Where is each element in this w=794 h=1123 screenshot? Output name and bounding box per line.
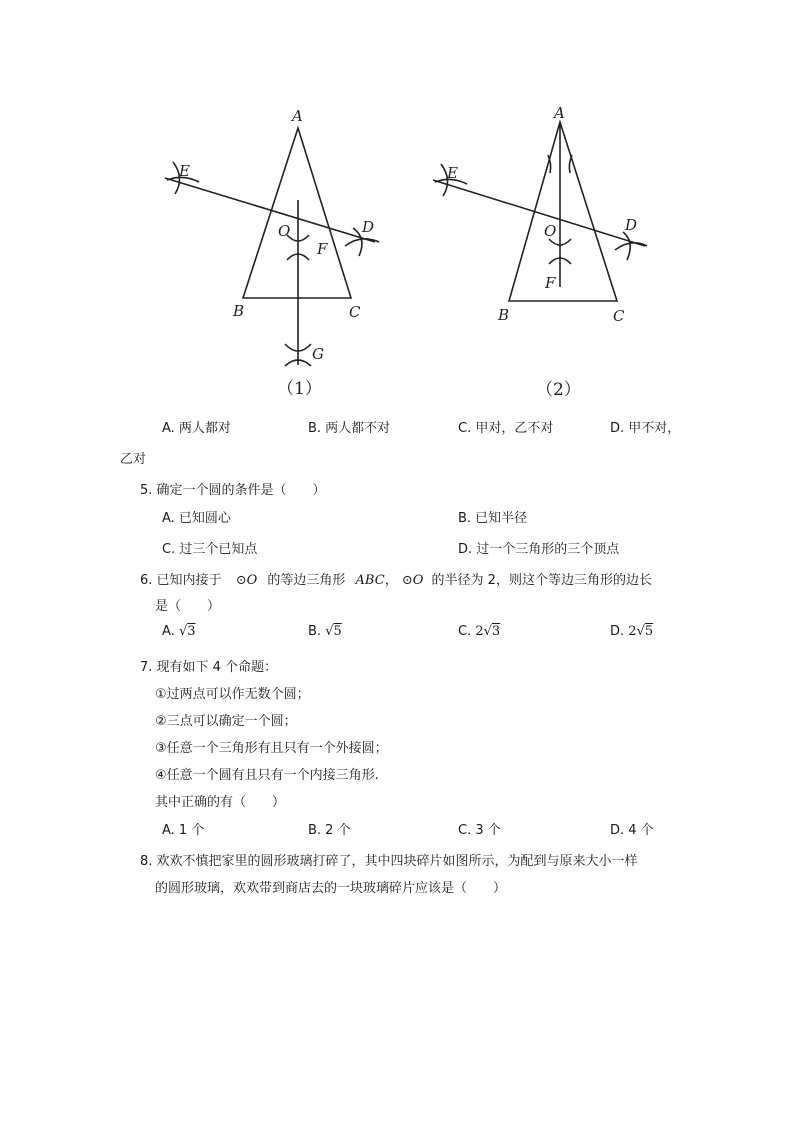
q4-option-a: A. 两人都对: [162, 421, 231, 436]
fig1-label-g: G: [312, 345, 324, 363]
q5-option-d: D. 过一个三角形的三个顶点: [458, 542, 620, 557]
q6-stem-mid2: ，: [384, 573, 398, 588]
fig2-label-e: E: [447, 164, 458, 182]
q7-question: 其中正确的有（ ）: [155, 795, 286, 810]
fig1-label-e: E: [179, 162, 190, 180]
fig2-caption: （2）: [536, 380, 581, 400]
q6-circle-o-1: ⊙O: [235, 573, 258, 588]
q6-option-a-prefix: A.: [162, 624, 179, 639]
q7-item-2: ②三点可以确定一个圆；: [155, 714, 297, 729]
fig1-label-c: C: [349, 303, 361, 321]
fig1-label-b: B: [233, 302, 245, 320]
sqrt-icon: √: [178, 624, 188, 639]
fig1-caption: （1）: [277, 379, 322, 399]
fig2-arc-d: [615, 232, 647, 260]
q6-circle-o-2: ⊙O: [401, 573, 424, 588]
q6-stem-line2: 是（ ）: [155, 599, 221, 614]
q6-triangle-abc: ABC: [355, 573, 385, 588]
fig1-label-o: O: [278, 222, 291, 240]
q4-option-c: C. 甲对，乙不对: [458, 421, 554, 436]
q4-option-d: D. 甲不对，: [610, 421, 681, 436]
fig1-line-ed: [165, 178, 375, 242]
q5-option-b: B. 已知半径: [458, 511, 528, 526]
q6-option-a-radicand: 3: [187, 624, 196, 639]
fig1-label-f: F: [317, 240, 328, 258]
q8-line1: 8. 欢欢不慎把家里的圆形玻璃打碎了，其中四块碎片如图所示，为配到与原来大小一样: [140, 854, 638, 869]
q6-stem-prefix: 6. 已知内接于: [140, 573, 222, 588]
q7-item-3: ③任意一个三角形有且只有一个外接圆；: [155, 741, 388, 756]
q7-item-1: ①过两点可以作无数个圆；: [155, 687, 310, 702]
q7-stem: 7. 现有如下 4 个命题：: [140, 660, 278, 675]
q7-option-d: D. 4 个: [610, 823, 654, 838]
sqrt-icon: √: [325, 624, 334, 639]
q6-option-c-coef: 2: [475, 624, 484, 639]
q6-option-b-prefix: B.: [308, 624, 326, 639]
fig2-label-f: F: [545, 274, 556, 292]
q5-option-a: A. 已知圆心: [162, 511, 231, 526]
fig1-label-d: D: [362, 218, 375, 236]
q6-option-d-prefix: D.: [610, 624, 629, 639]
q6-stem-mid1: 的等边三角形: [267, 573, 346, 588]
q4-option-d-continuation: 乙对: [120, 452, 147, 467]
q6-option-a: [162, 624, 196, 639]
q6-stem: [140, 569, 652, 588]
fig2-label-o: O: [544, 222, 557, 240]
fig2-label-b: B: [498, 306, 510, 324]
fig2-label-a: A: [554, 104, 565, 122]
fig2-label-c: C: [613, 307, 625, 325]
q7-option-b: B. 2 个: [308, 823, 351, 838]
q7-option-c: C. 3 个: [458, 823, 501, 838]
q6-option-c-prefix: C.: [458, 624, 476, 639]
q6-stem-mid3: 的半径为 2，则这个等边三角形的边长: [431, 573, 652, 588]
fig1-label-a: A: [292, 107, 303, 125]
q7-option-a: A. 1 个: [162, 823, 205, 838]
q6-option-b-radicand: 5: [333, 624, 342, 639]
q6-option-d-radicand: 5: [644, 624, 654, 639]
fig2-label-d: D: [625, 216, 638, 234]
sqrt-icon: √: [636, 624, 645, 639]
q4-option-b: B. 两人都不对: [308, 421, 391, 436]
q6-option-c-radicand: 3: [491, 624, 501, 639]
q7-item-4: ④任意一个圆有且只有一个内接三角形.: [155, 768, 379, 783]
q6-option-c: [458, 624, 500, 639]
fig2-triangle: [509, 122, 617, 301]
q5-stem: 5. 确定一个圆的条件是（ ）: [140, 483, 326, 498]
sqrt-icon: √: [483, 624, 492, 639]
q6-option-d-coef: 2: [628, 624, 637, 639]
fig1-triangle: [243, 128, 351, 298]
geometry-figures: [155, 100, 665, 405]
q8-line2: 的圆形玻璃，欢欢带到商店去的一块玻璃碎片应该是（ ）: [155, 881, 507, 896]
q5-option-c: C. 过三个已知点: [162, 542, 258, 557]
q6-option-b: [308, 624, 342, 639]
fig2-line-ed: [433, 180, 645, 246]
q6-option-d: [610, 624, 653, 639]
